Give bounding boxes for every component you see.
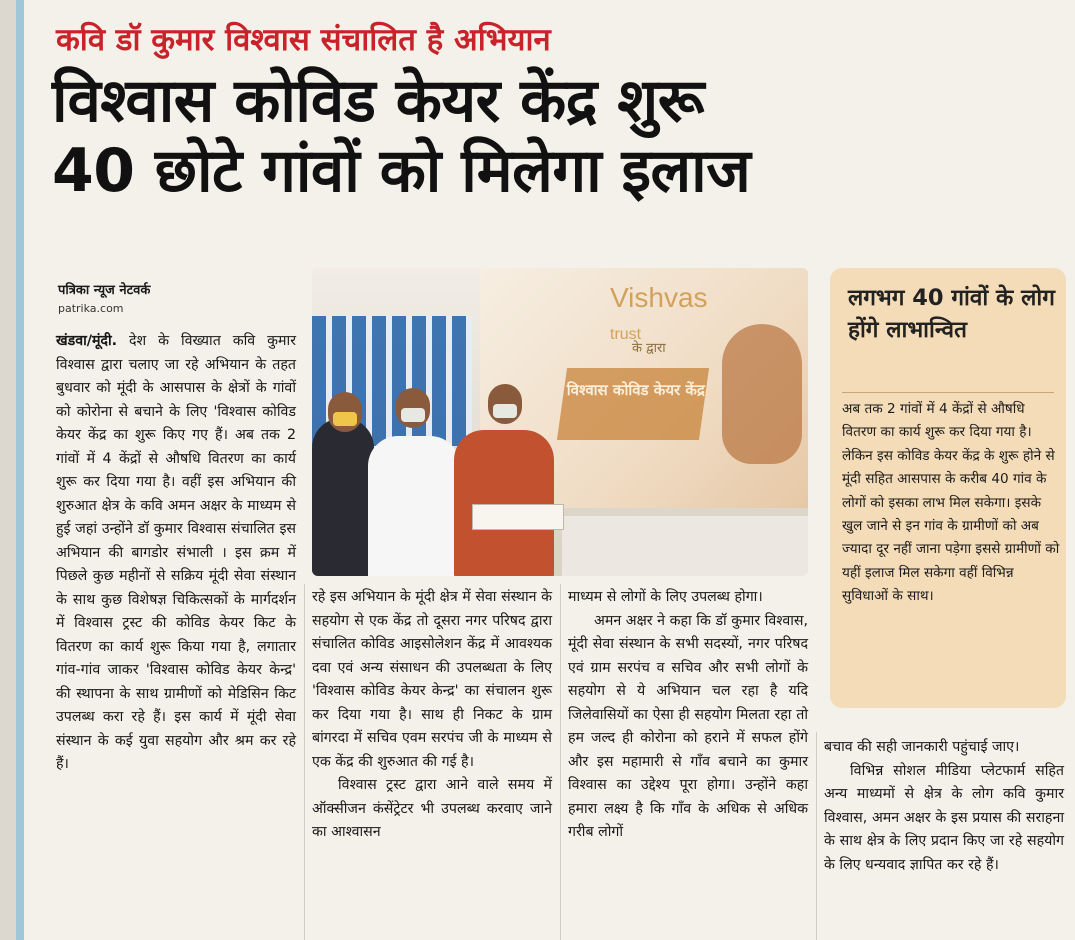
article-column-2 (312, 586, 552, 845)
medicine-kit (472, 504, 564, 530)
highlight-box (830, 268, 1066, 708)
column-1-text: देश के विख्यात कवि कुमार विश्वास द्वारा चलाए जा रहे अभियान के तहत बुधवार को मूंदी के आसपास के क्षेत्रों के गांवों को कोरोना से बचाने के लिए 'विश्वास कोविड केयर केंद्र का शुरू किए गए हैं। अब तक 2 गांवों में 4 केंद्रों से औषधि वितरण का कार्य शुरू कर दिया गया है। वहीं इस अभियान की शुरुआत क्षेत्र के कवि अमन अक्षर के माध्यम से हुई जहां उन्होंने डॉ कुमार विश्वास संचालित इस अभियान की बागडोर संभाली । इस क्रम में पिछले कुछ महीनों से सक्रिय मूंदी सेवा संस्थान के साथ कुछ विशेषज्ञ चिकित्सकों के मार्गदर्शन में विश्वास ट्रस्ट की कोविड केयर किट के वितरण का कार्य शुरू किया गया है, लगातार गांव-गांव जाकर 'विश्वास कोविड केयर केन्द्र' की स्थापना के साथ ग्रामीणों को मेडिसिन किट उपलब्ध करा रहे हैं। इस कार्य में मूंदी सेवा संस्थान के कई युवा सहयोग और श्रम कर रहे हैं। (56, 333, 296, 772)
column-2-paragraph-1: रहे इस अभियान के मूंदी क्षेत्र में सेवा संस्थान के सहयोग से एक केंद्र तो दूसरा नगर परिषद द्वारा संचालित कोविड आइसोलेशन केंद्र में आवश्यक दवा एवं अन्य संसाधन की उपलब्धता के लिए 'विश्वास कोविड केयर केन्द्र' का संचालन शुरू कर दिया गया है। साथ ही निकट के ग्राम बांगरदा में सचिव एवम सरपंच जी के माध्यम से एक केंद्र की शुरुआत की गई है। (312, 589, 552, 770)
face-mask (333, 412, 357, 426)
dateline: खंडवा/मूंदी. (56, 333, 118, 349)
screen-subtitle: के द्वारा (632, 341, 666, 356)
screen-title: Vishvas trust (610, 282, 708, 343)
column-1-paragraph (56, 330, 296, 777)
byline-website: patrika.com (58, 302, 124, 315)
article-column-3 (568, 586, 808, 845)
column-4-paragraph-1: बचाव की सही जानकारी पहुंचाई जाए। (824, 739, 1020, 755)
article-column-1 (56, 330, 296, 777)
column-2-paragraph-2: विश्वास ट्रस्ट द्वारा आने वाले समय में ऑक्सीजन कंसेंट्रेटर भी उपलब्ध करवाए जाने का आश्वासन (312, 777, 552, 840)
column-3-paragraph-2: अमन अक्षर ने कहा कि डॉ कुमार विश्वास, मूंदी सेवा संस्थान के सभी सदस्यों, नगर परिषद एवं ग्राम सरपंच व सचिव और सभी लोगों के सहयोग से ये अभियान चल रहा है यदि जिलेवासियों का ऐसा ही सहयोग मिलता रहा तो हम जल्द ही कोरोना को हराने में सफल होंगे और इस महामारी से गाँव बचाने का कुमार विश्वास का उद्देश्य पूरा होगा। उन्होंने कहा हमारा लक्ष्य है कि गाँव के अधिक से अधिक गरीब लोगों (568, 612, 808, 840)
person-3 (454, 430, 554, 576)
person-1 (312, 418, 374, 576)
page-edge (0, 0, 16, 940)
column-divider (816, 732, 817, 940)
highlight-body: अब तक 2 गांवों में 4 केंद्रों से औषधि वितरण का कार्य शुरू कर दिया गया है। लेकिन इस कोविड केयर केंद्र के शुरू होने से मूंदी सहित आसपास के करीब 40 गांव के लोगों को इसका लाभ मिल सकेगा। इसके खुल जाने से इन गांव के ग्रामीणों को अब ज्यादा दूर नहीं जाना पड़ेगा इससे ग्रामीणों को यहीं इलाज मिल सकेगा वहीं विभिन्न सुविधाओं के साथ। (842, 401, 1060, 605)
headline-line-1: विश्वास कोविड केयर केंद्र शुरू (52, 66, 704, 136)
column-4-paragraph-2: विभिन्न सोशल मीडिया प्लेटफार्म सहित अन्य माध्यमों से क्षेत्र के लोग कवि कुमार विश्वास, अमन अक्षर के इस प्रयास की सराहना के साथ क्षेत्र के लिए प्रदान किए जा रहे सहयोग के लिए धन्यवाद ज्ञापित कर रहे हैं। (824, 762, 1064, 873)
news-photo (312, 268, 808, 576)
screen-banner: विश्वास कोविड केयर केंद्र (557, 368, 709, 440)
face-mask (493, 404, 517, 418)
column-3-paragraph-1: माध्यम से लोगों के लिए उपलब्ध होगा। (568, 589, 763, 605)
highlight-title: लगभग 40 गांवों के लोग होंगे लाभान्वित (848, 285, 1055, 343)
highlight-divider (842, 392, 1054, 393)
kicker: कवि डॉ कुमार विश्वास संचालित है अभियान (56, 22, 551, 58)
headline (52, 66, 1062, 206)
face-mask (401, 408, 425, 422)
photo-table (562, 516, 808, 576)
byline: पत्रिका न्यूज नेटवर्क (58, 283, 151, 298)
column-divider (304, 584, 305, 940)
article-column-4 (824, 736, 1064, 877)
headline-line-2: 40 छोटे गांवों को मिलेगा इलाज (52, 136, 751, 206)
column-divider (560, 584, 561, 940)
person-2 (368, 436, 460, 576)
screen-portrait (722, 324, 802, 464)
page-edge-accent (16, 0, 24, 940)
